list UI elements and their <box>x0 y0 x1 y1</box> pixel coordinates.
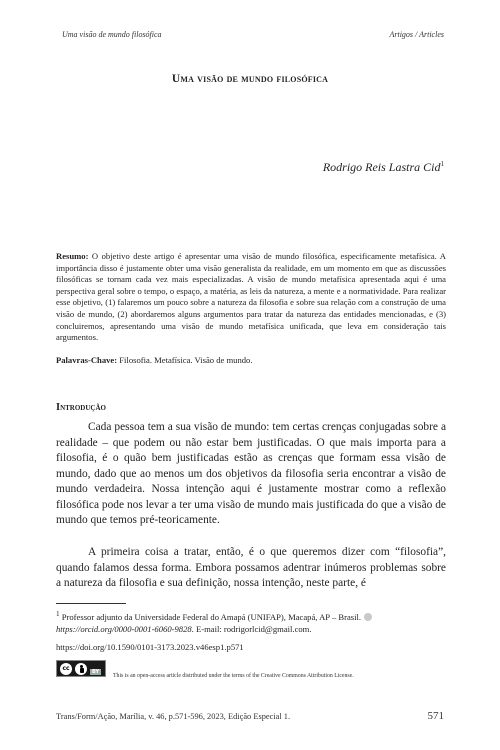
footnote-text: Professor adjunto da Universidade Federal do Amapá (UNIFAP), Macapá, AP – Brasil. <box>61 611 362 622</box>
author-line <box>323 160 444 175</box>
footer-citation: Trans/Form/Ação, Marília, v. 46, p.571-596, 2023, Edição Especial 1. <box>56 712 291 721</box>
body-paragraph: Cada pessoa tem a sua visão de mundo: tem certas crenças conjugadas sobre a realidade – que podem ou não estar bem justificadas. O que mais importa para a filosofia, é o quão bem justificadas estão as crenças que formam essa visão de mundo, dado que ao menos um dos objetivos da filosofia seria encontrar a visão de mundo verdadeira. Nossa intenção aqui é justamente mostrar como a reflexão filosófica pode nos levar a ter uma visão de mundo mais justificada do que a visão de mundo que temos pré-teoricamente. <box>56 421 446 526</box>
footnote-email[interactable]: E-mail: rodrigorlcid@gmail.com. <box>195 623 312 634</box>
by-badge-label: BY <box>92 669 100 675</box>
author-name: Rodrigo Reis Lastra Cid <box>322 160 441 174</box>
footnote-divider <box>56 603 126 604</box>
keywords-text: Filosofia. Metafísica. Visão de mundo. <box>119 355 253 365</box>
abstract-label: Resumo: <box>56 251 89 261</box>
attribution-person-icon <box>75 663 87 675</box>
orcid-link[interactable]: https://orcid.org/0000-0001-6060-9828 <box>56 623 192 634</box>
page-number: 571 <box>427 710 444 722</box>
creative-commons-icon[interactable] <box>56 660 106 677</box>
cc-badge-icon: cc <box>60 663 72 675</box>
running-header-left: Uma visão de mundo filosófica <box>62 30 162 39</box>
keywords <box>56 355 446 366</box>
running-header-right: Artigos / Articles <box>389 30 444 39</box>
article-title: Uma visão de mundo filosófica <box>171 73 329 85</box>
license-text: This is an open-access article distributed under the terms of the Creative Commons Attribution License. <box>113 673 354 679</box>
doi-link[interactable]: https://doi.org/10.1590/0101-3173.2023.v46esp1.p571 <box>56 642 244 652</box>
abstract-text: O objetivo deste artigo é apresentar uma visão de mundo filosófica, especificamente metafísica. A importância disso é justamente obter uma visão generalista da realidade, em um momento em que as discussões filosóficas se tornam cada vez mais especializadas. A visão de mundo metafísica apresentada aqui é uma perspectiva geral sobre o tempo, o espaço, a matéria, as leis da natureza, a mente e a normatividade. Para realizar esse objetivo, (1) falaremos um pouco sobre a natureza da filosofia e sobre sua relação com a construção de uma visão de mundo, (2) abordaremos alguns argumentos para tratar da natureza das entidades mencionadas, e (3) concluiremos, apresentando uma visão de mundo metafísica unificada, que leva em consideração tais argumentos. <box>56 251 446 343</box>
keywords-label: Palavras-Chave: <box>56 355 118 365</box>
footnote: $^1$ Professor adjunto da Universidade Federal do Amapá (UNIFAP), Macapá, AP – Brasil.https://orcid.org/0000-0001-6060-9828. E-mail: rodrigorlcid@gmail.com. <box>56 608 446 635</box>
orcid-icon[interactable] <box>364 613 372 621</box>
footnote-mark: 1 <box>56 610 60 618</box>
author-footnote-mark[interactable]: 1 <box>440 160 444 168</box>
section-heading: Introdução <box>56 402 106 413</box>
body-paragraph: A primeira coisa a tratar, então, é o que queremos dizer com “filosofia”, quando falamos dessa forma. Embora possamos adentrar inúmeros problemas sobre a natureza da filosofia e sua definição, nossa intenção, neste parte, é <box>56 546 446 589</box>
abstract <box>56 251 446 344</box>
